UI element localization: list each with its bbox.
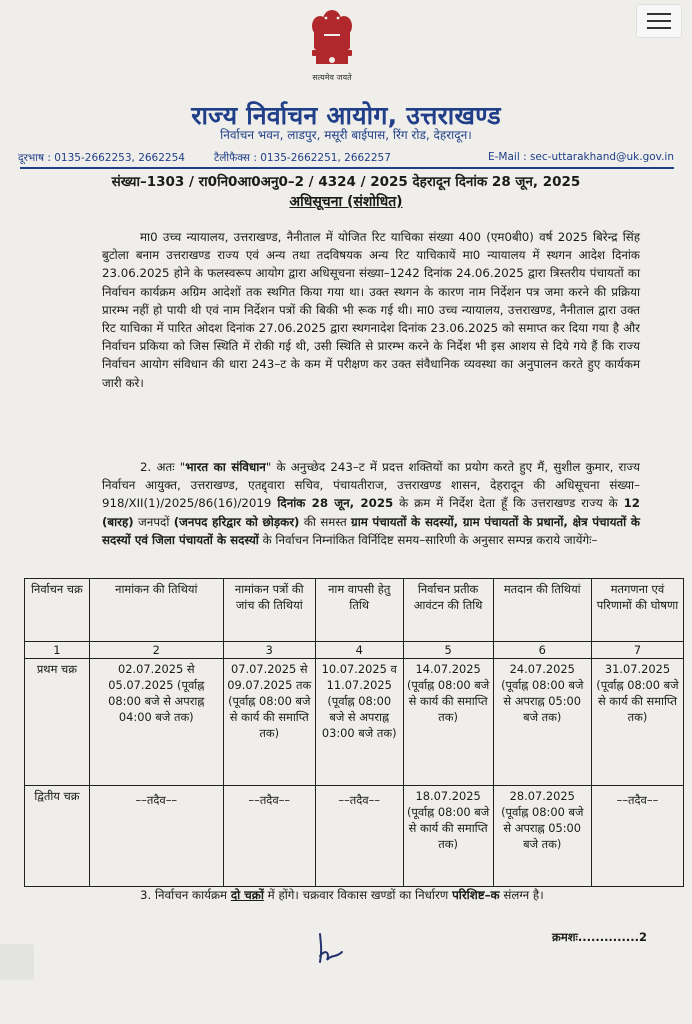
district-count: 12 (बारह) xyxy=(102,496,641,529)
constitution-reference: भारत का संविधान xyxy=(185,460,266,474)
para2-text: 2. अतः " xyxy=(140,460,186,474)
org-title: राज्य निर्वाचन आयोग, उत्तराखण्ड xyxy=(191,101,501,130)
header-counting: मतगणना एवं परिणामों की घोषणा xyxy=(591,579,683,642)
annexure-a: परिशिष्ट–क xyxy=(452,888,500,902)
reference-number: संख्या–1303 / रा0नि0आ0अनु0–2 / 4324 / 2025 देहरादून दिनांक 28 जून, 2025 xyxy=(111,174,581,190)
header-nomination: नामांकन की तिथियां xyxy=(89,579,223,642)
column-number: 3 xyxy=(223,642,315,659)
emblem-motto: सत्यमेव जयते xyxy=(312,73,352,82)
fax-numbers: टैलीफैक्स : 0135-2662251, 2662257 xyxy=(214,152,391,164)
polling-date: 24.07.2025 (पूर्वाह्न 08:00 बजे से अपराह्न 05:00 बजे तक) xyxy=(493,659,591,786)
posts-list: ग्राम पंचायतों के सदस्यों, ग्राम पंचायतों के प्रधानों, क्षेत्र पंचायतों के सदस्यों एवं जिला पंचायतों के सदस्यों xyxy=(102,514,640,547)
phone-numbers: दूरभाष : 0135-2662253, 2662254 xyxy=(18,152,185,164)
counting-date xyxy=(591,786,683,887)
header-phase: निर्वाचन चक्र xyxy=(25,579,90,642)
withdrawal-dates xyxy=(315,786,403,887)
national-emblem xyxy=(304,6,360,82)
column-number: 4 xyxy=(315,642,403,659)
two-phases: दो चक्रों xyxy=(230,888,264,902)
para3-text: 3. निर्वाचन कार्यक्रम xyxy=(140,888,231,902)
email-address[interactable]: E-Mail : sec-uttarakhand@uk.gov.in xyxy=(488,151,674,163)
withdrawal-dates: 10.07.2025 व 11.07.2025 (पूर्वाह्न 08:00 बजे से अपराह्न 03:00 बजे तक) xyxy=(315,659,403,786)
paragraph-2 xyxy=(102,458,640,549)
ditto-text: ––तदैव–– xyxy=(338,793,381,807)
notification-date: दिनांक 28 जून, 2025 xyxy=(277,496,394,511)
para2-text: जनपदों xyxy=(133,514,174,529)
column-number: 7 xyxy=(591,642,683,659)
emblem-lions-icon xyxy=(304,6,360,70)
para3-text: में होंगे। चक्रवार विकास खण्डों का निर्धारण xyxy=(263,888,453,902)
ditto-text: ––तदैव–– xyxy=(616,793,659,807)
scrutiny-dates xyxy=(223,786,315,887)
notice-subject: अधिसूचना (संशोधित) xyxy=(289,194,403,210)
para2-text: के निर्वाचन निम्नांकित विर्निदिष्ट समय–सारिणी के अनुसार सम्पन्न कराये जायेंगेः– xyxy=(258,532,598,547)
para2-text: की समस्त xyxy=(299,514,352,529)
paragraph-3 xyxy=(102,886,640,905)
phase-label: द्वितीय चक्र xyxy=(25,786,90,887)
symbol-allotment-date: 14.07.2025 (पूर्वाह्न 08:00 बजे से कार्य की समाप्ति तक) xyxy=(403,659,493,786)
column-number: 1 xyxy=(25,642,90,659)
continued-marker: क्रमशः..............2 xyxy=(552,930,648,944)
menu-icon[interactable] xyxy=(636,4,682,38)
header-scrutiny: नामांकन पत्रों की जांच की तिथियां xyxy=(223,579,315,642)
symbol-allotment-date: 18.07.2025 (पूर्वाह्न 08:00 बजे से कार्य की समाप्ति तक) xyxy=(403,786,493,887)
haridwar-exclusion: (जनपद हरिद्वार को छोड़कर) xyxy=(173,514,300,529)
paragraph-1: मा0 उच्च न्यायालय, उत्तराखण्ड, नैनीताल में योजित रिट याचिका संख्या 400 (एम0बी0) वर्ष 2025 बिरेन्द्र सिंह बुटोला बनाम उत्तराखण्ड राज्य एवं अन्य तथा तदविषयक अन्य रिट याचिकायें मा0 न्यायालय में स्थगन आदेश दिनांक 23.06.2025 होने के फलस्वरूप आयोग द्वारा अधिसूचना संख्या–1242 दिनांक 24.06.2025 द्वारा त्रिस्तरीय पंचायतों का निर्वाचन कार्यक्रम अग्रिम आदेशों तक स्थगित किया गया था। उक्त स्थगन के कारण नाम निर्देशन पत्र जमा करने की प्रक्रिया प्रारम्भ नहीं हो पायी थी एवं नाम निर्देशन पत्रों की बिकी भी रूक गई थी। मा0 उच्च न्यायालय, उत्तराखण्ड, नैनीताल द्वारा उक्त रिट याचिका में पारित ओदश दिनांक 27.06.2025 द्वारा स्थगनादेश दिनांक 23.06.2025 को समाप्त कर दिया गया है और निर्वाचन प्रकिया को जिस स्थिति में रोकी गई थी, उसी स्थिति से प्रारम्भ करने के निर्देश भी इस आशय से दिये गये हैं कि राज्य निर्वाचन आयोग संविधान की धारा 243–ट के कम में परीक्षण कर उक्त संवैधानिक व्यवस्था का अनुपालन करते हुए कार्यकम जारी करे। xyxy=(102,230,640,390)
para2-text: " के अनुच्छेद 243–ट में प्रदत्त शक्तियों का प्रयोग करते हुए मैं, सुशील कुमार, राज्य निर्वाचन आयुक्त, उत्तराखण्ड, एतद्द्वारा सचिव, पंचायतीराज, उत्तराखण्ड शासन, देहरादून की अधिसूचना संख्या–918/XII(1)/2025/86(16)/2019 xyxy=(102,460,640,511)
nomination-dates: 02.07.2025 से 05.07.2025 (पूर्वाह्न 08:00 बजे से अपराह्न 04:00 बजे तक) xyxy=(89,659,223,786)
column-number: 5 xyxy=(403,642,493,659)
phase-label: प्रथम चक्र xyxy=(25,659,90,786)
column-number-row xyxy=(25,642,684,659)
ditto-text: ––तदैव–– xyxy=(248,793,291,807)
column-number: 6 xyxy=(493,642,591,659)
header-withdrawal: नाम वापसी हेतु तिथि xyxy=(315,579,403,642)
election-schedule-table xyxy=(24,578,684,887)
scrutiny-dates: 07.07.2025 से 09.07.2025 तक (पूर्वाह्न 08:00 बजे से कार्य की समाप्ति तक) xyxy=(223,659,315,786)
counting-date: 31.07.2025 (पूर्वाह्न 08:00 बजे से कार्य की समाप्ति तक) xyxy=(591,659,683,786)
org-address: निर्वाचन भवन, लाडपुर, मसूरी बाईपास, रिंग रोड, देहरादून। xyxy=(220,128,472,142)
polling-date: 28.07.2025 (पूर्वाह्न 08:00 बजे से अपराह्न 05:00 बजे तक) xyxy=(493,786,591,887)
header-polling: मतदान की तिथियां xyxy=(493,579,591,642)
nomination-dates xyxy=(89,786,223,887)
table-header-row xyxy=(25,579,684,642)
para3-text: संलग्न है। xyxy=(499,888,544,902)
column-number: 2 xyxy=(89,642,223,659)
page-corner-shadow xyxy=(0,944,34,980)
header-divider xyxy=(20,167,674,169)
table-row xyxy=(25,786,684,887)
header-symbol-allotment: निर्वाचन प्रतीक आवंटन की तिथि xyxy=(403,579,493,642)
para2-text: के क्रम में निर्देश देता हूँ कि उत्तराखण्ड राज्य के xyxy=(393,496,624,511)
ditto-text: ––तदैव–– xyxy=(135,793,178,807)
signature-mark xyxy=(314,930,346,966)
table-row xyxy=(25,659,684,786)
